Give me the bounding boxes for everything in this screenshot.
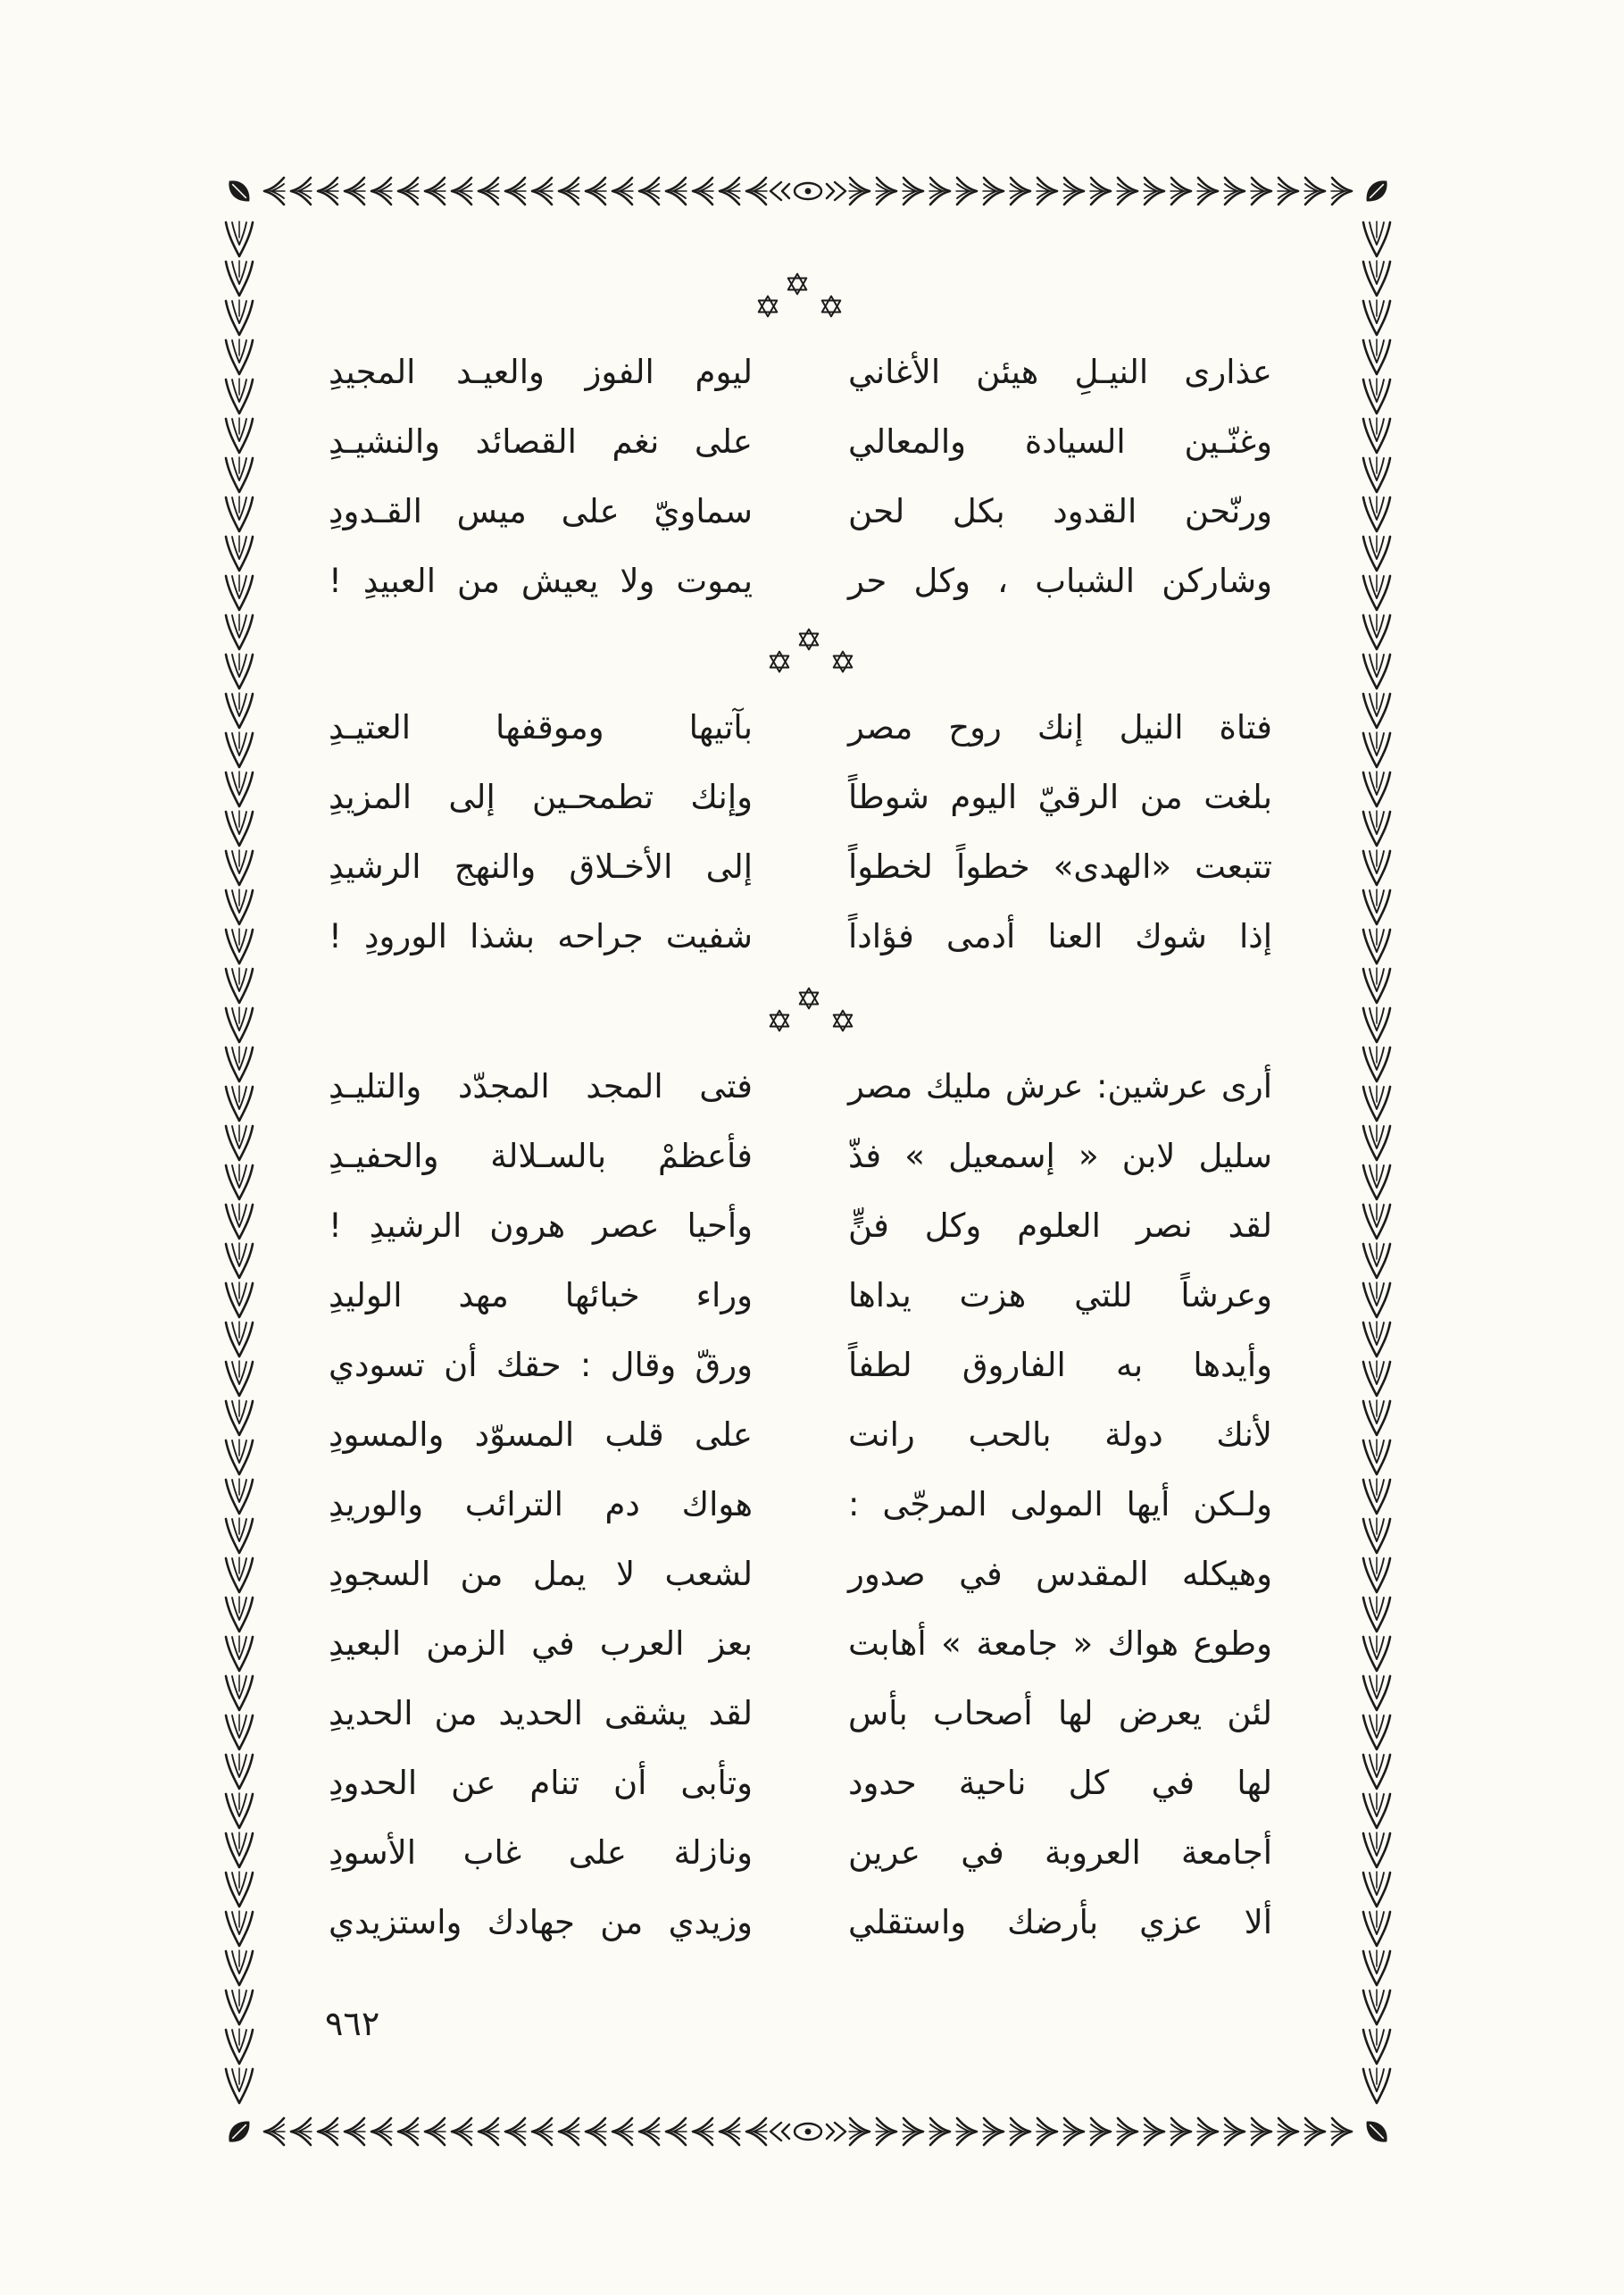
verse-first-hemistich: وغنّـين السيادة والمعالي [848,422,1272,461]
verse [0,1052,1624,1122]
star-shape [770,652,789,672]
verse [0,693,1624,763]
border-top-left-run [260,174,769,208]
verse-first-hemistich: لها في كل ناحية حدود [848,1764,1272,1802]
verse-second-hemistich: على نغم القصائد والنشيـدِ [329,422,753,461]
verse [0,1609,1624,1679]
star-shape [800,630,819,650]
star-shape [800,989,819,1009]
verse [0,763,1624,832]
verse [0,547,1624,616]
verse-first-hemistich: ورنّحن القدود بكل لحن [848,492,1272,530]
hexagram-star-icon [786,272,809,296]
verse-second-hemistich: لشعب لا يمل من السجودِ [329,1555,753,1593]
verse-second-hemistich: بآتيها وموقفها العتيـدِ [329,708,753,747]
verse [0,1261,1624,1331]
verse [0,1331,1624,1400]
verse-first-hemistich: إذا شوك العنا أدمى فؤاداً [848,917,1272,956]
verse-second-hemistich: ونازلة على غاب الأسودِ [329,1833,753,1872]
verse-second-hemistich: بعز العرب في الزمن البعيدِ [329,1624,753,1663]
border-center-ornament-icon [770,182,845,200]
verse-second-hemistich: وأحيا عصر هرون الرشيدِ ! [329,1206,753,1245]
poem-stanza [0,268,1624,616]
verse-second-hemistich: وتأبى أن تنام عن الحدودِ [329,1764,753,1802]
leaf-corner-icon [224,176,255,207]
verse-second-hemistich: فتى المجد المجدّد والتليـدِ [329,1067,753,1106]
hexagram-star-icon [768,1009,791,1032]
verse [0,338,1624,407]
hexagram-star-icon [797,628,820,651]
star-shape [759,296,778,317]
hexagram-star-icon [831,650,854,673]
verse-second-hemistich: وراء خبائها مهد الوليدِ [329,1276,753,1314]
star-shape [834,652,853,672]
hexagram-star-icon [768,650,791,673]
verse [0,1470,1624,1540]
verse-first-hemistich: ألا عزي بأرضك واستقلي [848,1903,1272,1941]
star-shape [770,1011,789,1031]
verse-first-hemistich: أرى عرشين: عرش مليك مصر [848,1067,1272,1106]
border-bottom-left-run [260,2115,769,2149]
verse-first-hemistich: تتبعت «الهدى» خطواً لخطواً [848,847,1272,886]
verse-first-hemistich: لأنك دولة بالحب رانت [848,1415,1272,1454]
verse-second-hemistich: لقد يشقى الحديد من الحديدِ [329,1694,753,1732]
star-shape [834,1011,853,1031]
border-top-right-run [847,174,1356,208]
verse-second-hemistich: هواك دم الترائب والوريدِ [329,1485,753,1523]
poem-stanza [0,982,1624,1957]
verse-first-hemistich: وهيكله المقدس في صدور [848,1555,1272,1593]
border-bottom-right-run [847,2115,1356,2149]
hexagram-star-icon [756,295,779,318]
verse [0,477,1624,547]
star-divider [12,623,1624,677]
verse-first-hemistich: سليل لابن « إسمعيل » فذّ [848,1137,1272,1175]
verse [0,902,1624,972]
verse-second-hemistich: فأعظمْ بالسـلالة والحفيـدِ [329,1137,753,1175]
verse [0,1400,1624,1470]
verse [0,407,1624,477]
verse [0,1540,1624,1609]
leaf-corner-icon [1362,176,1393,207]
verse-first-hemistich: بلغت من الرقيّ اليوم شوطاً [848,778,1272,816]
leaf-corner-icon [1362,2116,1393,2148]
verse [0,832,1624,902]
verse [0,1679,1624,1748]
verse [0,1748,1624,1818]
border-top [260,174,1356,208]
star-shape [788,274,807,295]
verse-first-hemistich: ولـكن أيها المولى المرجّى : [848,1485,1272,1523]
hexagram-star-icon [831,1009,854,1032]
verse [0,1122,1624,1191]
verse-first-hemistich: وأيدها به الفاروق لطفاً [848,1346,1272,1384]
star-shape [822,296,841,317]
border-bottom [260,2115,1356,2149]
verse-first-hemistich: وعرشاً للتي هزت يداها [848,1276,1272,1314]
poem-stanza [0,623,1624,972]
star-divider [12,982,1624,1036]
verse-second-hemistich: على قلب المسوّد والمسودِ [329,1415,753,1454]
verse-second-hemistich: شفيت جراحه بشذا الورودِ ! [329,917,753,956]
verse [0,1191,1624,1261]
verse-first-hemistich: لئن يعرض لها أصحاب بأس [848,1694,1272,1732]
star-divider [0,268,1624,321]
verse-first-hemistich: وطوع هواك « جامعة » أهابت [848,1624,1272,1663]
verse-second-hemistich: ليوم الفوز والعيـد المجيدِ [329,353,753,391]
border-center-ornament-icon [770,2123,845,2141]
leaf-corner-icon [224,2116,255,2148]
hexagram-star-icon [797,987,820,1010]
verse-second-hemistich: وزيدي من جهادك واستزيدي [329,1903,753,1941]
verse-second-hemistich: يموت ولا يعيش من العبيدِ ! [329,562,753,600]
verse-second-hemistich: ورقّ وقال : حقك أن تسودي [329,1346,753,1384]
hexagram-star-icon [820,295,843,318]
verse [0,1888,1624,1957]
verse-first-hemistich: أجامعة العروبة في عرين [848,1833,1272,1872]
verse-second-hemistich: إلى الأخـلاق والنهج الرشيدِ [329,847,753,886]
verse-first-hemistich: فتاة النيل إنك روح مصر [848,708,1272,747]
verse-first-hemistich: لقد نصر العلوم وكل فنٍّ [848,1206,1272,1245]
verse-first-hemistich: وشاركن الشباب ، وكل حر [848,562,1272,600]
verse-first-hemistich: عذارى النيـلِ هيئن الأغاني [848,353,1272,391]
page-number: ٩٦٢ [325,2004,380,2043]
verse-second-hemistich: وإنك تطمحـين إلى المزيدِ [329,778,753,816]
verse-second-hemistich: سماويّ على ميس القـدودِ [329,492,753,530]
verse [0,1818,1624,1888]
